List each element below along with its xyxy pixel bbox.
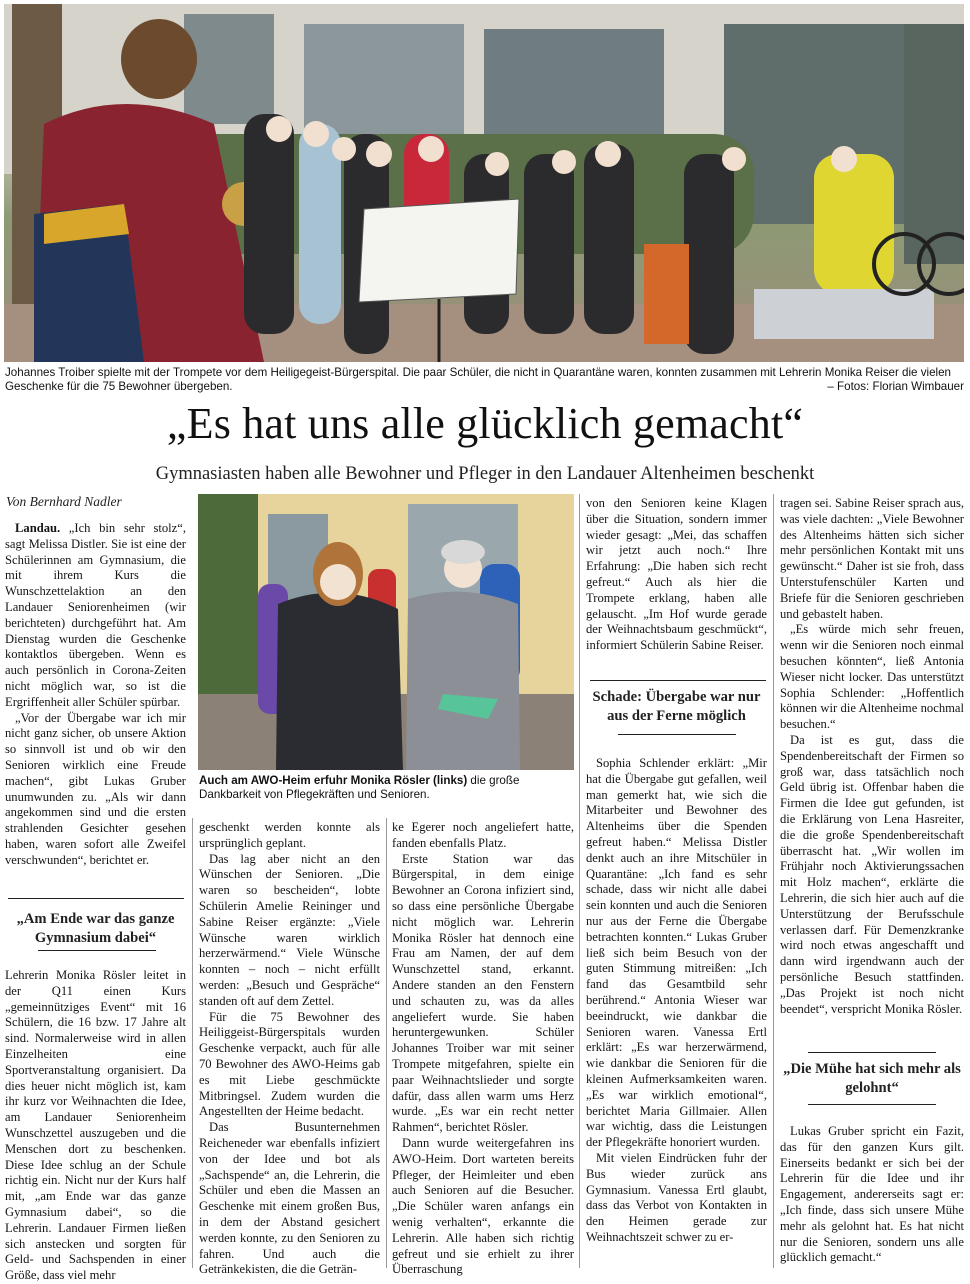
column-rule xyxy=(386,818,387,1268)
column-rule xyxy=(773,494,774,1268)
column-1-bottom xyxy=(5,968,186,1284)
col1-paragraph-2: „Vor der Übergabe war ich mir nicht ganz sicher, ob unsere Aktion so sinnvoll ist und ob wir den Senioren wirklich eine Freude machen“, gibt Lukas Gruber unumwunden zu. „Als wir dann angekommen sind und die ersten strahlenden Gesichter gesehen haben, waren sofort alle Zweifel verschwunden“, berichtet er. xyxy=(5,710,186,867)
divider xyxy=(808,1052,936,1053)
awo-photo xyxy=(198,494,574,770)
divider xyxy=(8,898,184,899)
subheadline: Gymnasiasten haben alle Bewohner und Pfleger in den Landauer Altenheimen beschenkt xyxy=(155,464,815,484)
col5-paragraph-1: „Es würde mich sehr freuen, wenn wir die Senioren noch einmal besuchen könnten“, ließ Antonia Wieser nicht locker. Das unterstützt Sophia Schlender: „Hoffentlich können wir die Altenheime nochmal besuchen.“ xyxy=(780,622,964,732)
column-rule xyxy=(579,494,580,1268)
col2-paragraph-3: Für die 75 Bewohner des Heiliggeist-Bürgerspitals wurden Geschenke verpackt, auch für alle 70 Bewohner des AWO-Heims gab es mit Liebe geschmückte Mitbringsel. Zudem wurden die Angestellten der Heime bedacht. xyxy=(199,1009,380,1119)
column-4-bottom xyxy=(586,756,767,1246)
col3-paragraph-1: Erste Station war das Bürgerspital, in dem einige Bewohner an Corona infiziert sind, so dass eine persönliche Übergabe nicht möglich war. Lehrerin Monika Rösler hat dennoch eine Frau am Namen, der auf dem Wunschzettel stand, erkannt. Andere standen an den Fenstern und schauten zu, was da alles angeliefert wurde. Sie haben heruntergewunken. Schüler Johannes Troiber war mit seiner Trompete mitgefahren, spielte ein paar Weihnachtslieder und sorgte dafür, dass allen warm ums Herz wurde. „Es war ein recht netter Rahmen“, berichtet Rösler. xyxy=(392,851,574,1135)
col1-paragraph-3: Lehrerin Monika Rösler leitet in der Q11 einen Kurs „gemeinnütziges Event“ mit 16 Schülern, die 16 bzw. 17 Jahre alt sind. Normalerweise wird in allen Einzelheiten eine Sportveranstaltung organisiert. Da dies heuer nicht möglich ist, kam ihr kurz vor Weihnachten die Idee, am Landauer Seniorenheim Wunschzettel auszugeben und die Menschen dort zu beschenken. Diese Idee schlug an der Schule richtig ein. Nicht nur der Kurs half mit, „am Ende war das ganze Gymnasium dabei“, so die Lehrerin. Landauer Firmen ließen sich anstecken und sorgten für Geld- und Sachspenden in einer Größe, dass viel mehr xyxy=(5,968,186,1283)
awo-photo-caption xyxy=(199,774,575,802)
column-1-top xyxy=(5,521,186,869)
col1-subhead: „Am Ende war das ganze Gymnasium dabei“ xyxy=(16,911,175,946)
column-3 xyxy=(392,820,574,1278)
dateline: Landau. xyxy=(15,521,61,535)
divider xyxy=(808,1104,936,1105)
col5-paragraph-2: Da ist es gut, dass die Spendenbereitschaft der Firmen so groß war, dass tatsächlich noch Geld übrig ist. Offenbar haben die Firmen die Idee gut gefunden, ist die Erklärung von Lena Hasreiter, die die große Spendenbereitschaft überrascht hat. „Wir wollen im Frühjahr noch Aktivierungssachen mit Holz machen“, erklärte die Lehrerin, die sich hier auch auf die Unterstützung der Berufsschule verlassen darf. Für Demenzkranke wird noch etwas angeschafft und dann wird irgendwann auch der persönliche Besuch stattfinden. „Das Projekt ist noch nicht beendet“, verspricht Monika Rösler. xyxy=(780,732,964,1016)
headline: „Es hat uns alle glücklich gemacht“ xyxy=(166,399,804,448)
col3-paragraph-0: ke Egerer noch angeliefert hatte, fanden ebenfalls Platz. xyxy=(392,820,574,850)
column-5-top xyxy=(780,496,964,1017)
col5-subhead: „Die Mühe hat sich mehr als gelohnt“ xyxy=(783,1061,961,1096)
column-2 xyxy=(199,820,380,1278)
col4-paragraph-0: von den Senioren keine Klagen über die Situation, sondern immer wieder gesagt: „Mei, das schaffen wir jetzt auch noch.“ Ihre Erfahrung: „Die haben sich recht gefreut.“ Auch als hier die Trompete erklang, haben alle gelauscht. „Im Hof wurde gerade der Weihnachtsbaum geschmückt“, informiert Schülerin Sabine Reiser. xyxy=(586,496,767,653)
byline: Von Bernhard Nadler xyxy=(6,494,122,509)
col5-paragraph-0: tragen sei. Sabine Reiser sprach aus, was viele dachten: „Viele Bewohner des Altenheims hätten sich sicher mehr persönlichen Kontakt mit uns gewünscht.“ Daher ist sie froh, dass Unterstufenschüler Karten und Briefe für die Senioren geschrieben und gebastelt haben. xyxy=(780,496,964,621)
divider xyxy=(590,680,766,681)
col2-paragraph-1: geschenkt werden konnte als ursprünglich geplant. xyxy=(199,820,380,850)
col5-paragraph-3: Lukas Gruber spricht ein Fazit, das für den ganzen Kurs gilt. Einerseits bedankt er sich bei der Lehrerin für die Idee und ihr Engagement, andererseits sagt er: „Ich finde, dass sich unsere Mühe mehr als gelohnt hat. Es hat nicht nur die Senioren, sondern uns alle glücklich gemacht.“ xyxy=(780,1124,964,1265)
col2-paragraph-2: Das lag aber nicht an den Wünschen der Senioren. „Die waren so bescheiden“, lobte Schülerin Amelie Reininger und Sabine Reiser ergänzte: „Viele Wünsche waren wirklich herzerwärmend.“ Viele Wünsche konnten – noch – nicht erfüllt werden: „Besuch und Gespräche“ standen oft auf dem Zettel. xyxy=(199,851,380,1008)
top-photo xyxy=(4,4,964,362)
col3-paragraph-2: Dann wurde weitergefahren ins AWO-Heim. Dort warteten bereits Pfleger, der Heimleiter und eben auch Senioren auf die Besucher. „Die Schüler waren anfangs ein wenig verhalten“, erkannte die Lehrerin. Alle haben sich richtig gefreut und sie erhielt zu ihrer Überraschung xyxy=(392,1135,574,1277)
col4-paragraph-1: Sophia Schlender erklärt: „Mir hat die Übergabe gut gefallen, weil man gemerkt hat, wie sich die Mitarbeiter und Bewohner des Altenheims über die Spenden gefreut haben.“ Melissa Distler denkt auch an ihre Mitschüler in Quarantäne: „Ich fand es sehr schade, dass wir nicht alle dabei sein konnten und auch die Senioren nur aus der Ferne die Übergabe betrachten konnten.“ Lukas Gruber ließ sich beim Besuch von der guten Stimmung mitreißen: „Ich fand das Gesamtbild sehr berührend.“ Antonia Wieser war beeindruckt, wie dankbar die Senioren waren. Vanessa Ertl erklärt: „Es war herzerwärmend, wie dankbar die Senioren für die kleinen Aufmerksamkeiten waren. „Es war wirklich emotional“, berichtet Maria Gillmaier. Allen war wichtig, dass die Leistungen der Pflegekräfte honoriert wurden. xyxy=(586,756,767,1150)
col1-paragraph-1: „Ich bin sehr stolz“, sagt Melissa Distler. Sie ist eine der Schülerinnen am Gymnasium, die mit ihrem Kurs die Wunschzettelaktion an den Landauer Seniorenheimen (wir berichteten) durchgeführt hat. Am Dienstag wurden die Geschenke kontaktlos übergeben. Wenn es auch persönlich in Corona-Zeiten nicht möglich war, so ist die Ergriffenheit aller Schüler spürbar. xyxy=(5,521,186,709)
awo-caption-bold: Auch am AWO-Heim erfuhr Monika Rösler (links) xyxy=(199,774,468,787)
top-photo-caption: Johannes Troiber spielte mit der Trompete vor dem Heiligegeist-Bürgerspital. Die paar Schüler, die nicht in Quarantäne waren, konnten zusammen mit Lehrerin Monika Reiser die vielen Geschenke für die 75 Bewohner übergeben. xyxy=(5,366,952,393)
col4-subhead: Schade: Übergabe war nur aus der Ferne möglich xyxy=(592,689,761,724)
photo-credit: – Fotos: Florian Wimbauer xyxy=(827,380,964,393)
divider xyxy=(618,734,736,735)
divider xyxy=(38,950,156,951)
awo-caption-rest: die große Dankbarkeit von Pflegekräften und Senioren. xyxy=(199,774,520,801)
col2-paragraph-4: Das Busunternehmen Reicheneder war ebenfalls infiziert von der Idee und bot als „Sachspende“ an, die Lehrerin, die Schüler und eben die Massen an Geschenke mit einem großen Bus, in dem der Abstand gesichert werden konnte, zu den Senioren zu fahren. Und auch die Getränkekisten, die die Geträn- xyxy=(199,1120,380,1277)
col4-paragraph-2: Mit vielen Eindrücken fuhr der Bus wieder zurück ans Gymnasium. Vanessa Ertl glaubt, dass das Verbot von Kontakten in den Heimen gerade zur Weihnachtszeit schwer zu er- xyxy=(586,1150,767,1244)
column-rule xyxy=(192,818,193,1268)
column-4-top xyxy=(586,496,767,654)
column-5-bottom xyxy=(780,1124,964,1266)
